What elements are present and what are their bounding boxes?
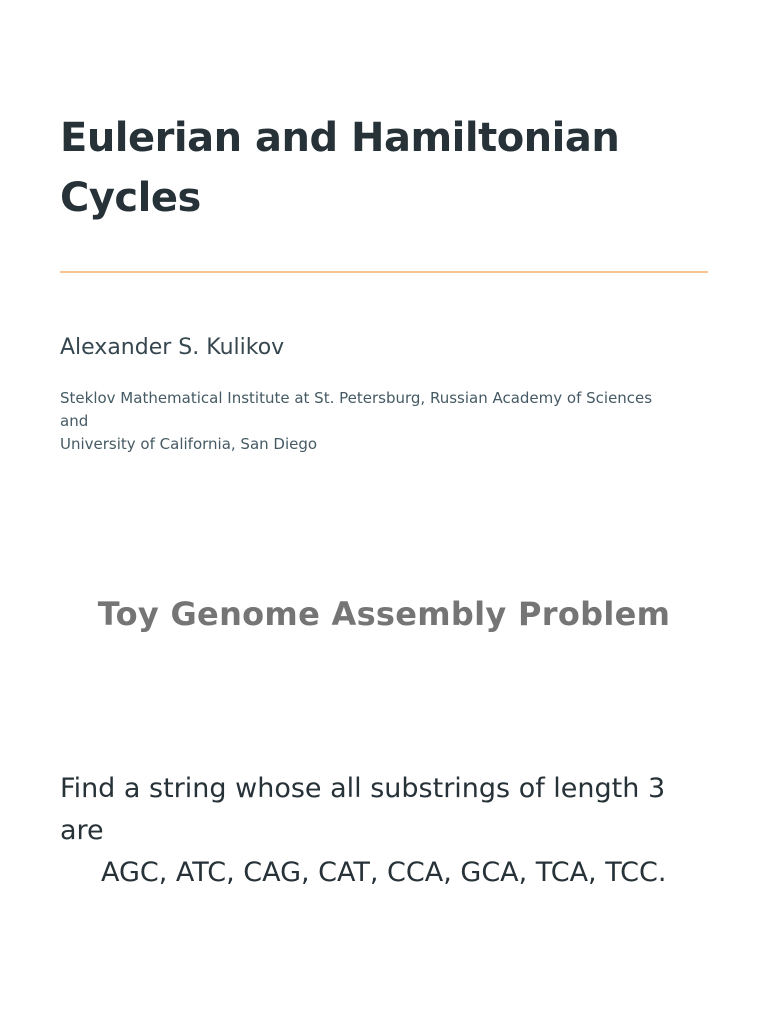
affiliation-connector: and: [60, 412, 89, 430]
section-title: Toy Genome Assembly Problem: [97, 595, 671, 633]
problem-statement: Find a string whose all substrings of length 3 are: [60, 773, 666, 846]
author-name: Alexander S. Kulikov: [60, 335, 285, 360]
affiliation-line: University of California, San Diego: [60, 435, 318, 453]
affiliation-line: Steklov Mathematical Institute at St. Petersburg, Russian Academy of Sciences: [60, 389, 653, 407]
title-divider: [60, 271, 708, 273]
affiliations: [60, 387, 700, 456]
page-title: Eulerian and Hamiltonian Cycles: [60, 115, 620, 221]
substring-list: AGC, ATC, CAG, CAT, CCA, GCA, TCA, TCC.: [101, 857, 667, 888]
